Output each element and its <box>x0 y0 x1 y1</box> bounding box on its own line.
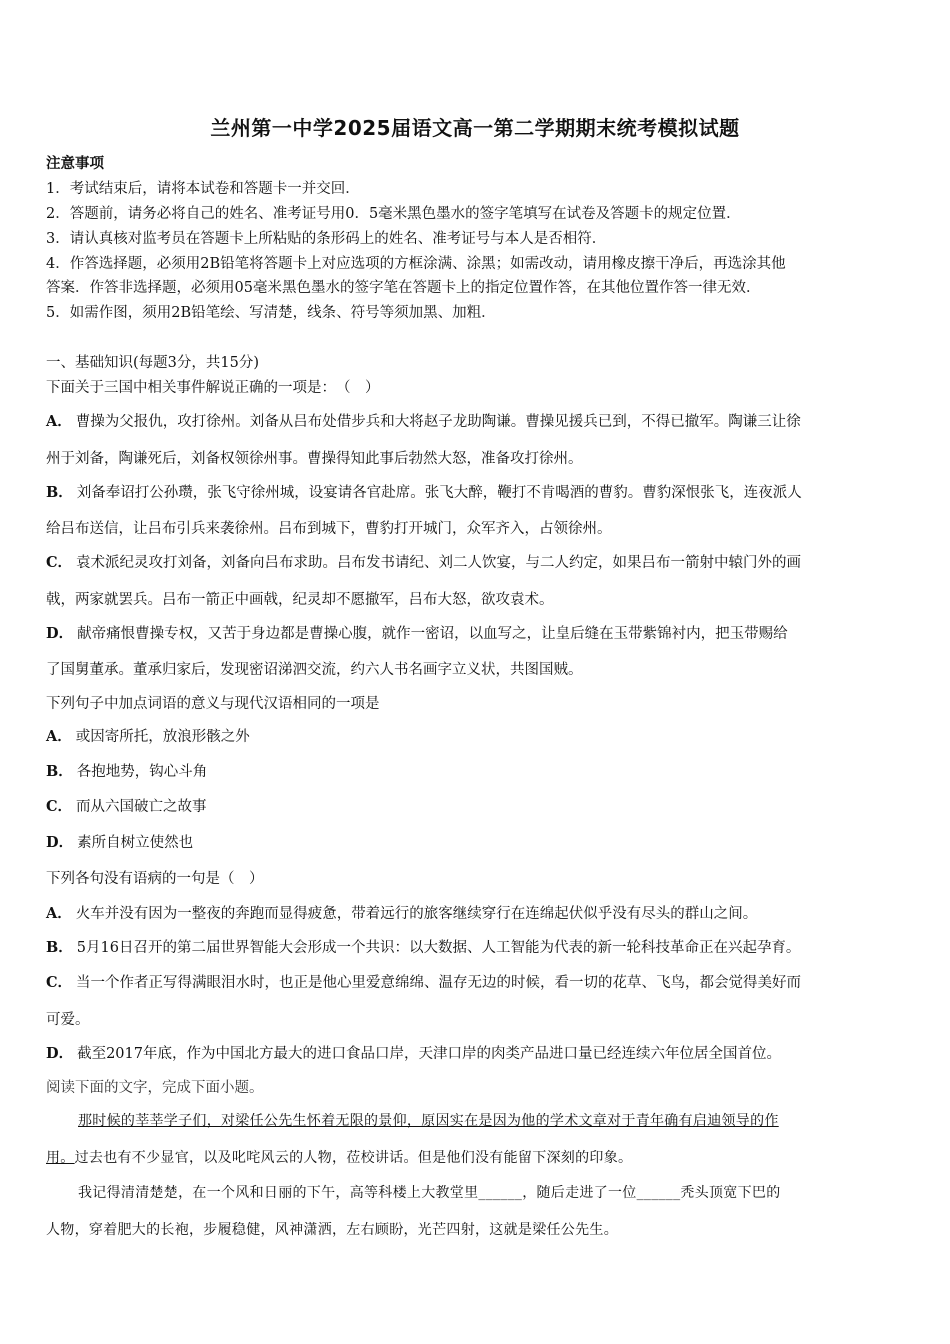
q2-option-a <box>46 725 250 746</box>
q3-option-b <box>46 936 800 957</box>
option-text: 当一个作者正写得满眼泪水时，也正是他心里爱意绵绵、温存无边的时候，看一切的花草、飞鸟，都会觉得美好而 <box>76 975 802 991</box>
notice-item: 2．答题前，请务必将自己的姓名、准考证号用0．5毫米黑色墨水的签字笔填写在试卷及答题卡的规定位置． <box>46 206 741 222</box>
reading-paragraph-1-line-1 <box>78 1110 779 1130</box>
option-text: 素所自树立使然也 <box>77 835 194 851</box>
q1-option-a <box>46 410 801 431</box>
q1-option-b <box>46 481 802 502</box>
q3-option-c-cont: 可爱。 <box>46 1012 90 1028</box>
q1-option-d <box>46 622 788 643</box>
option-label: D． <box>46 834 74 851</box>
question-1-stem: 下面关于三国中相关事件解说正确的一项是： （ ） <box>46 380 380 396</box>
q3-option-c <box>46 971 801 992</box>
q2-option-b <box>46 760 207 781</box>
option-text: 袁术派纪灵攻打刘备，刘备向吕布求助。吕布发书请纪、刘二人饮宴，与二人约定，如果吕布一箭射中辕门外的画 <box>76 555 802 571</box>
option-label: B． <box>46 484 73 501</box>
underlined-sentence: 那时候的莘莘学子们，对梁任公先生怀着无限的景仰，原因实在是因为他的学术文章对于青年确有启迪领导的作 <box>78 1113 779 1129</box>
option-label: B． <box>46 939 73 956</box>
question-2-stem: 下列句子中加点词语的意义与现代汉语相同的一项是 <box>46 696 380 712</box>
q1-option-d-cont: 了国舅董承。董承归家后，发现密诏涕泗交流，约六人书名画字立义状，共图国贼。 <box>46 662 583 678</box>
option-label: A． <box>46 728 72 745</box>
option-text: 各抱地势，钩心斗角 <box>76 764 208 780</box>
option-text: 刘备奉诏打公孙瓒，张飞守徐州城，设宴请各官赴席。张飞大醉，鞭打不肯喝酒的曹豹。曹豹深恨张飞，连夜派人 <box>76 485 802 501</box>
question-3-stem: 下列各句没有语病的一句是（ ） <box>46 871 264 887</box>
option-text: 献帝痛恨曹操专权，又苦于身边都是曹操心腹，就作一密诏，以血写之，让皇后缝在玉带紫锦衬内，把玉带赐给 <box>77 626 788 642</box>
option-text: 截至2017年底，作为中国北方最大的进口食品口岸，天津口岸的肉类产品进口量已经连续六年位居全国首位。 <box>77 1046 781 1062</box>
option-label: A． <box>46 413 72 430</box>
option-label: C． <box>46 798 73 815</box>
q3-option-d <box>46 1042 781 1063</box>
option-text: 或因寄所托，放浪形骸之外 <box>75 729 250 745</box>
q1-option-b-cont: 给吕布送信，让吕布引兵来袭徐州。吕布到城下，曹豹打开城门，众军齐入，占领徐州。 <box>46 521 612 537</box>
notice-item: 3．请认真核对监考员在答题卡上所粘贴的条形码上的姓名、准考证号与本人是否相符． <box>46 231 607 247</box>
underlined-sentence-end: 用。 <box>46 1150 75 1166</box>
q2-option-c <box>46 795 207 816</box>
q1-option-c-cont: 戟，两家就罢兵。吕布一箭正中画戟，纪灵却不愿撤军，吕布大怒，欲攻袁术。 <box>46 592 554 608</box>
option-label: B． <box>46 763 73 780</box>
reading-paragraph-2-line-1: 我记得清清楚楚，在一个风和日丽的下午，高等科楼上大教堂里______，随后走进了一位______秃头顶宽下巴的 <box>78 1185 781 1201</box>
notice-item: 5．如需作图，须用2B铅笔绘、写清楚，线条、符号等须加黑、加粗． <box>46 305 496 321</box>
q2-option-d <box>46 831 193 852</box>
q1-option-c <box>46 551 801 572</box>
q1-option-a-cont: 州于刘备，陶谦死后，刘备权领徐州事。曹操得知此事后勃然大怒，准备攻打徐州。 <box>46 451 583 467</box>
option-label: D． <box>46 625 74 642</box>
page-title: 兰州第一中学2025届语文高一第二学期期末统考模拟试题 <box>210 116 740 140</box>
notice-heading: 注意事项 <box>46 155 104 172</box>
option-text: 而从六国破亡之故事 <box>76 799 207 815</box>
notice-item: 答案．作答非选择题，必须用05毫米黑色墨水的签字笔在答题卡上的指定位置作答，在其他位置作答一律无效． <box>46 280 761 296</box>
section-heading: 一、基础知识(每题3分，共15分) <box>46 355 259 371</box>
option-label: C． <box>46 974 73 991</box>
notice-item: 1．考试结束后，请将本试卷和答题卡一并交回． <box>46 181 360 197</box>
reading-paragraph-2-line-2: 人物，穿着肥大的长袍，步履稳健，风神潇洒，左右顾盼，光芒四射，这就是梁任公先生。 <box>46 1222 618 1238</box>
option-text: 火车并没有因为一整夜的奔跑而显得疲惫，带着远行的旅客继续穿行在连绵起伏似乎没有尽头的群山之间。 <box>75 906 758 922</box>
option-label: C． <box>46 554 73 571</box>
notice-item: 4．作答选择题，必须用2B铅笔将答题卡上对应选项的方框涂满、涂黑；如需改动，请用橡皮擦干净后，再选涂其他 <box>46 256 786 272</box>
option-text: 曹操为父报仇，攻打徐州。刘备从吕布处借步兵和大将赵子龙助陶谦。曹操见援兵已到，不得已撤军。陶谦三让徐 <box>75 414 801 430</box>
q3-option-a <box>46 902 757 923</box>
option-text: 5月16日召开的第二届世界智能大会形成一个共识：以大数据、人工智能为代表的新一轮科技革命正在兴起孕育。 <box>76 940 801 956</box>
reading-instruction: 阅读下面的文字，完成下面小题。 <box>46 1080 264 1096</box>
option-label: A． <box>46 905 72 922</box>
paragraph-text: 过去也有不少显官，以及叱咤风云的人物，莅校讲话。但是他们没有能留下深刻的印象。 <box>74 1150 633 1166</box>
reading-paragraph-1-line-2 <box>46 1147 632 1167</box>
option-label: D． <box>46 1045 74 1062</box>
